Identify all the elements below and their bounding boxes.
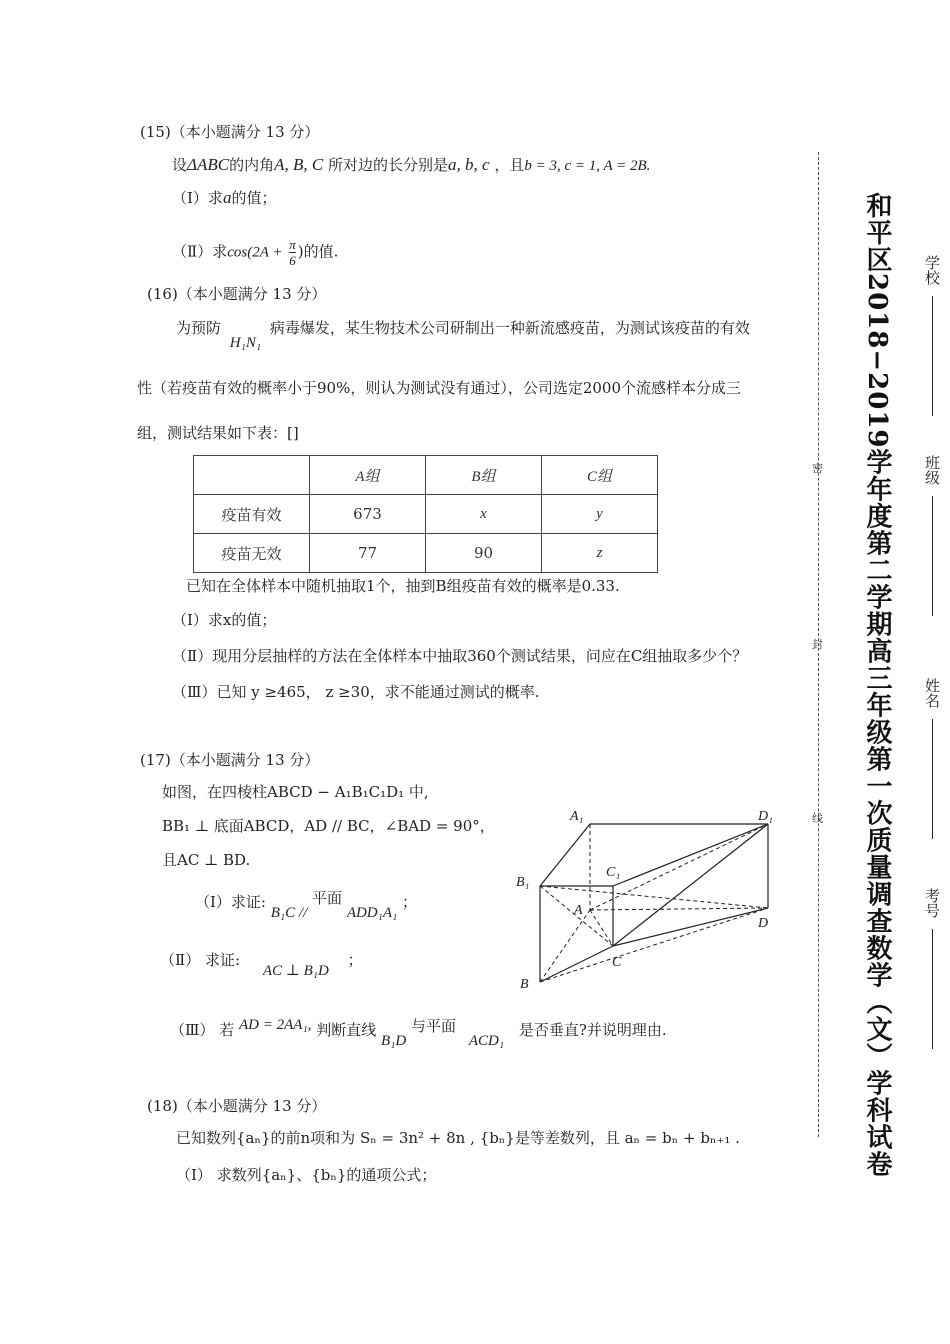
class-label: 班级	[923, 455, 941, 485]
exam-no-blank	[932, 929, 933, 1049]
q17-part1-word: 平面	[312, 889, 343, 907]
table-header-cell: B组	[426, 456, 542, 495]
q17-header: (17)（本小题满分 13 分）	[140, 751, 320, 769]
q15-part2-pre: （Ⅱ）求	[172, 242, 228, 261]
q15-stem-pre: 设	[172, 156, 188, 174]
table-cell: z	[542, 534, 658, 573]
exam-title: 和平区2018−2019学年度第二学期高三年级第一次质量调查数学（文）学科试卷	[862, 192, 892, 1178]
q16-header: (16)（本小题满分 13 分）	[147, 285, 327, 303]
label-d: D	[758, 916, 769, 931]
q15-part1-var: a	[222, 188, 232, 207]
q18-header: (18)（本小题满分 13 分）	[147, 1097, 327, 1115]
q16-part1: （Ⅰ）求x的值；	[172, 611, 277, 629]
class-field	[922, 455, 943, 616]
table-cell: 673	[310, 495, 426, 534]
q16-part2: （Ⅱ）现用分层抽样的方法在全体样本中抽取360个测试结果，问应在C组抽取多少个？	[172, 647, 748, 665]
q17-prism-figure	[510, 800, 790, 1000]
q17-part2-expr: AC ⊥ B₁D	[262, 963, 329, 979]
q15-stem	[172, 155, 650, 176]
q15-fraction-num: π	[289, 237, 296, 252]
q17-part3-cond: AD = 2AA₁,	[239, 1017, 312, 1033]
q15-part1	[172, 188, 276, 208]
name-label: 姓名	[923, 678, 941, 708]
q18-part1: （Ⅰ） 求数列{aₙ}、{bₙ}的通项公式；	[176, 1166, 437, 1184]
label-b: B	[520, 977, 529, 992]
q15-fraction-den: 6	[289, 253, 296, 268]
table-row	[194, 495, 658, 534]
table-cell: 90	[426, 534, 542, 573]
seal-mi: 密	[812, 462, 823, 475]
table-row	[194, 456, 658, 495]
table-cell: 疫苗有效	[194, 495, 310, 534]
q15-part2	[172, 237, 338, 268]
q17-part3-mid: 判断直线	[316, 1021, 377, 1039]
exam-no-label: 考号	[923, 888, 941, 918]
q15-part1-pre: （Ⅰ）求	[172, 189, 223, 207]
q15-angles: A, B, C	[274, 155, 324, 174]
table-cell: 疫苗无效	[194, 534, 310, 573]
table-header-cell	[194, 456, 310, 495]
q15-stem-mid2: 所对边的长分别是	[328, 156, 449, 174]
school-field	[922, 255, 943, 416]
label-c1: C₁	[606, 865, 621, 880]
table-cell: 77	[310, 534, 426, 573]
q15-part1-post: 的值；	[231, 189, 277, 207]
table-header-cell: C组	[542, 456, 658, 495]
school-label: 学校	[923, 255, 941, 285]
q17-part3-plane: ACD₁	[468, 1033, 505, 1049]
q17-part2-pre: （Ⅱ） 求证:	[160, 951, 241, 969]
q17-line1: 如图，在四棱柱ABCD − A₁B₁C₁D₁ 中,	[162, 783, 429, 801]
q15-part2-expr: cos(2A +	[227, 244, 283, 261]
name-field	[922, 678, 943, 839]
q16-line1	[176, 318, 750, 351]
seal-feng: 封	[812, 638, 823, 651]
table-cell: y	[542, 495, 658, 534]
q15-part2-close: )	[297, 242, 304, 261]
q16-part3: （Ⅲ）已知 y ≥465， z ≥30，求不能通过测试的概率.	[172, 683, 540, 701]
label-b1: B₁	[516, 875, 530, 890]
label-c: C	[612, 955, 622, 970]
q15-sides: a, b, c	[448, 155, 490, 174]
q15-triangle: ΔABC	[187, 155, 230, 174]
seal-xian: 线	[812, 812, 823, 825]
q17-part3	[170, 1017, 667, 1049]
q16-line2: 性（若疫苗有效的概率小于90%，则认为测试没有通过），公司选定2000个流感样本分成三	[137, 379, 742, 397]
q17-part1-post: ；	[402, 893, 418, 911]
q17-line3: 且AC ⊥ BD.	[162, 851, 251, 869]
q17-part3-post: 是否垂直?并说明理由.	[518, 1021, 667, 1039]
q17-part3-line: B₁D	[381, 1033, 407, 1049]
q15-fraction	[289, 237, 296, 268]
q16-virus: H₁N₁	[229, 335, 262, 351]
q15-condition: b = 3, c = 1, A = 2B.	[524, 158, 651, 174]
q15-stem-mid: 的内角	[229, 156, 275, 174]
q17-part1-pre: （Ⅰ）求证:	[195, 893, 266, 911]
q15-stem-post: ，且	[494, 156, 525, 174]
q17-part1-plane: ADD₁A₁	[346, 905, 398, 921]
q18-line1: 已知数列{aₙ}的前n项和为 Sₙ = 3n² + 8n , {bₙ}是等差数列，且 aₙ = bₙ + bₙ₊₁ .	[176, 1129, 740, 1147]
q17-part1	[195, 889, 418, 921]
label-a: A	[574, 903, 583, 918]
q17-part2-post: ；	[347, 951, 363, 969]
table-row	[194, 534, 658, 573]
school-blank	[932, 296, 933, 416]
exam-no-field	[922, 888, 943, 1049]
q17-part2	[160, 950, 363, 979]
q16-results-table	[193, 455, 658, 573]
q17-part3-pre: （Ⅲ） 若	[170, 1021, 235, 1039]
table-header-cell: A组	[310, 456, 426, 495]
q16-line3: 组，测试结果如下表：[]	[137, 424, 299, 442]
class-blank	[932, 496, 933, 616]
q17-line2: BB₁ ⊥ 底面ABCD，AD // BC，∠BAD = 90°，	[162, 817, 495, 835]
q15-part2-post: 的值.	[303, 242, 339, 261]
label-a1: A₁	[570, 809, 584, 824]
name-blank	[932, 719, 933, 839]
q16-line1-post: 病毒爆发，某生物技术公司研制出一种新流感疫苗，为测试该疫苗的有效	[269, 319, 750, 337]
q15-header: (15)（本小题满分 13 分）	[140, 123, 320, 141]
q16-given: 已知在全体样本中随机抽取1个，抽到B组疫苗有效的概率是0.33.	[186, 577, 620, 595]
label-d1: D₁	[758, 809, 773, 824]
q17-part3-mid2: 与平面	[411, 1017, 457, 1035]
q16-line1-pre: 为预防	[176, 319, 222, 337]
table-cell: x	[426, 495, 542, 534]
q17-part1-expr: B₁C //	[270, 905, 308, 921]
